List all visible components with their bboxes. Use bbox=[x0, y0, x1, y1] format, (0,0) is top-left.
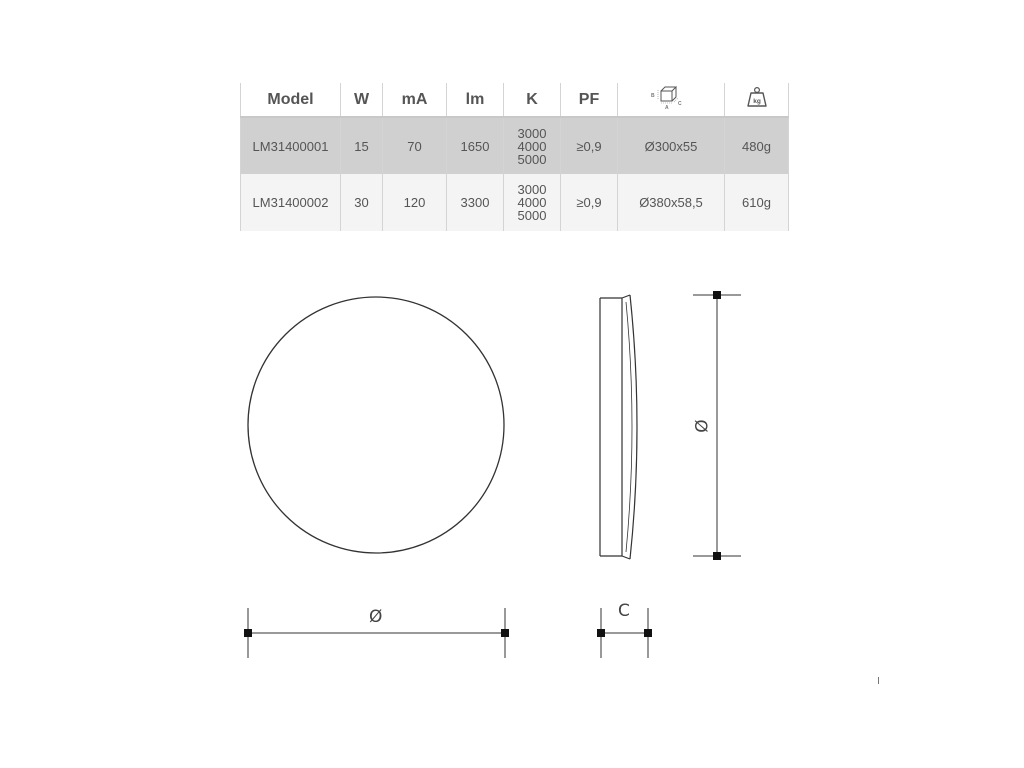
side-view-profile bbox=[600, 295, 637, 559]
col-header-model: Model bbox=[241, 83, 341, 117]
cell-lm: 1650 bbox=[447, 117, 504, 174]
dimension-marker bbox=[244, 629, 252, 637]
front-view-circle bbox=[248, 297, 504, 553]
kelvin-value: 4000 bbox=[517, 138, 547, 154]
dims-letter-b: B bbox=[651, 93, 655, 99]
cell-dims: Ø380x58,5 bbox=[618, 174, 725, 231]
kelvin-value: 3000 bbox=[517, 125, 547, 141]
kelvin-value: 5000 bbox=[517, 151, 547, 167]
dims-letter-a: A bbox=[665, 105, 669, 109]
corner-mark bbox=[878, 677, 879, 684]
dimension-marker bbox=[644, 629, 652, 637]
cell-ma: 120 bbox=[383, 174, 447, 231]
cell-model: LM31400001 bbox=[241, 117, 341, 174]
col-header-lm: lm bbox=[447, 83, 504, 117]
col-header-k: K bbox=[504, 83, 561, 117]
dimension-marker bbox=[713, 552, 721, 560]
dimension-marker bbox=[501, 629, 509, 637]
col-header-pf: PF bbox=[561, 83, 618, 117]
kelvin-value: 5000 bbox=[517, 208, 547, 223]
dims-letter-c: C bbox=[678, 101, 682, 107]
cell-weight: 610g bbox=[725, 174, 789, 231]
dimension-marker bbox=[597, 629, 605, 637]
side-depth-label: C bbox=[618, 601, 630, 621]
kelvin-value: 4000 bbox=[517, 195, 547, 210]
col-header-ma: mA bbox=[383, 83, 447, 117]
cell-model: LM31400002 bbox=[241, 174, 341, 231]
weight-icon-text: kg bbox=[752, 98, 761, 105]
cell-w: 30 bbox=[341, 174, 383, 231]
cell-pf: ≥0,9 bbox=[561, 174, 618, 231]
cell-weight: 480g bbox=[725, 117, 789, 174]
kelvin-value: 3000 bbox=[517, 182, 547, 197]
dimension-marker bbox=[713, 291, 721, 299]
cell-lm: 3300 bbox=[447, 174, 504, 231]
cell-pf: ≥0,9 bbox=[561, 117, 618, 174]
col-header-w: W bbox=[341, 83, 383, 117]
front-diameter-label: Ø bbox=[369, 607, 383, 627]
cell-w: 15 bbox=[341, 117, 383, 174]
cell-ma: 70 bbox=[383, 117, 447, 174]
cell-dims: Ø300x55 bbox=[618, 117, 725, 174]
side-height-label: Ø bbox=[692, 419, 713, 433]
